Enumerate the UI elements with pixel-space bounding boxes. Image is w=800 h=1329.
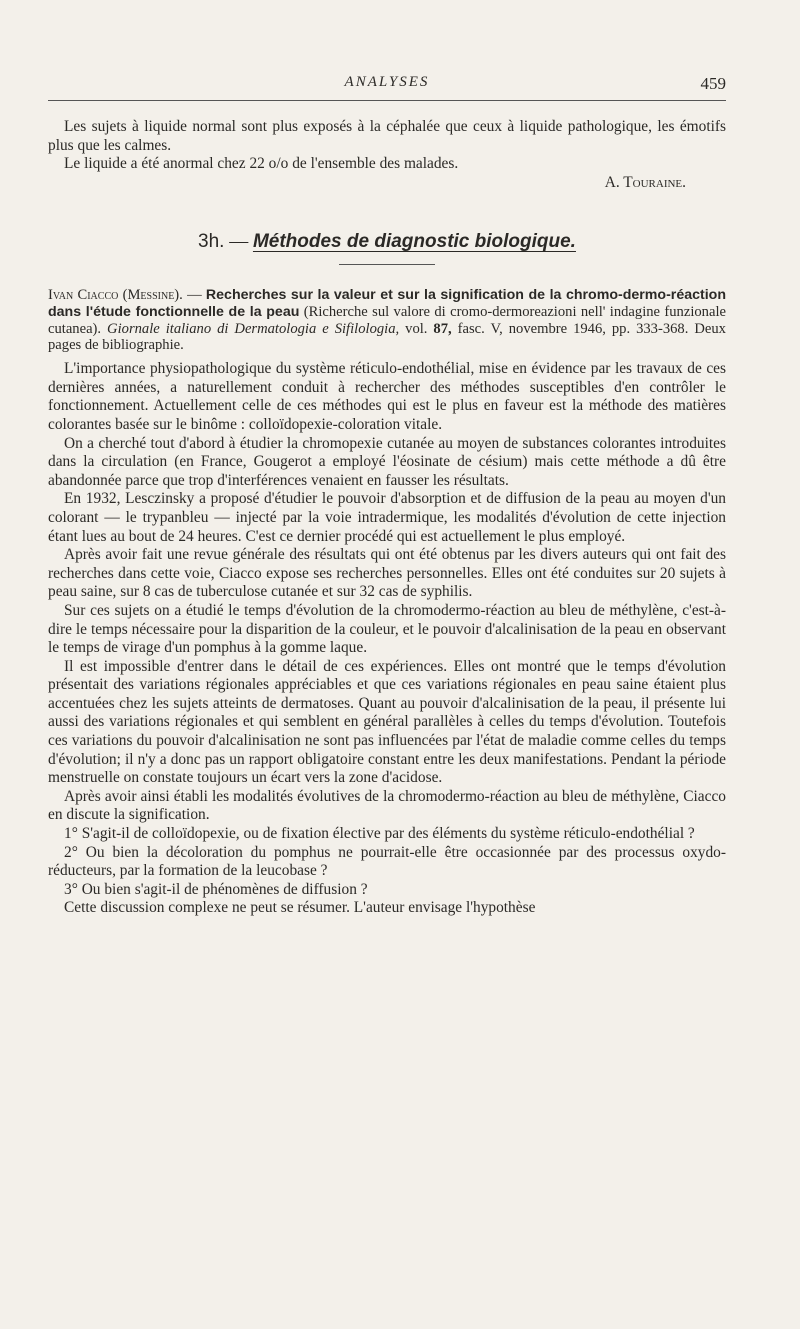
review-paragraph: En 1932, Lesczinsky a proposé d'étudier le pouvoir d'absorption et de diffusion de la peau au moyen d'un colorant — le trypanbleu — injecté par la voie intradermique, les modalités d'évolution de cette injection étant lues au bout de 24 heures. C'est ce dernier procédé qui est actuellement le plus employé.: [48, 490, 726, 545]
review-paragraph: Après avoir ainsi établi les modalités évolutives de la chromodermo-réaction au bleu de méthylène, Ciacco en discute la signification.: [48, 787, 726, 824]
running-title: ANALYSES: [344, 74, 430, 90]
page-number: 459: [700, 74, 726, 93]
review-paragraph: On a cherché tout d'abord à étudier la chromopexie cutanée au moyen de substances colorantes introduites dans la circulation (en France, Gougerot a employé l'éosinate de césium) mais cette méthode a dû être abandonnée parce que trop d'interférences venaient en fausser les résultats.: [48, 434, 726, 489]
reference-volume-number: 87,: [433, 320, 452, 337]
section-title: Méthodes de diagnostic biologique.: [252, 231, 576, 252]
review-paragraph: Sur ces sujets on a étudié le temps d'évolution de la chromodermo-réaction au bleu de méthylène, c'est-à-dire le temps nécessaire pour la disparition de la couleur, et le pouvoir d'alcalinisation de la peau en observant le temps de virage d'un pomphus à la gomme laque.: [48, 601, 726, 657]
review-paragraph: Cette discussion complexe ne peut se résumer. L'auteur envisage l'hypothèse: [64, 899, 536, 917]
intro-paragraph: Le liquide a été anormal chez 22 o/o de l'ensemble des malades.: [64, 155, 459, 172]
intro-paragraph: Les sujets à liquide normal sont plus exposés à la céphalée que ceux à liquide pathologique, les émotifs plus que les calmes.: [48, 118, 726, 154]
reference-journal: Giornale italiano di Dermatologia e Sifilologia,: [107, 320, 400, 337]
section-heading: [48, 230, 726, 254]
review-question: 3° Ou bien s'agit-il de phénomènes de diffusion ?: [64, 880, 368, 898]
running-head: [48, 74, 726, 100]
section-rule: [339, 264, 435, 265]
review-paragraph: Il est impossible d'entrer dans le détail de ces expériences. Elles ont montré que le temps d'évolution présentait des variations régionales appréciables et que ces variations régionales en peau saine étaient plus accentuées chez les sujets atteints de dermatoses. Quant au pouvoir d'alcalinisation de la peau, il présente lui aussi des variations régionales et qui semblent en général parallèles à celles du temps d'évolution. Toutefois ces variations du pouvoir d'alcalinisation ne sont pas influencées par l'état de maladie comme celles du temps d'évolution; il n'y a donc pas un rapport obligatoire constant entre les deux manifestations. Pendant la période menstruelle on constate toujours un écart vers la zone d'acidose.: [48, 657, 726, 787]
reference-dash: —: [187, 287, 202, 303]
section-dash: —: [229, 231, 249, 252]
review-question: 1° S'agit-il de colloïdopexie, ou de fixation élective par des éléments du système réticulo-endothélial ?: [64, 825, 695, 843]
section-code: 3h.: [198, 231, 225, 252]
reference-title: Recherches sur la valeur et sur la signification de la chromo-dermo-réaction dans l'étude fonctionnelle de la peau: [48, 287, 726, 320]
reference-original-title: (Richerche sul valore di cromo-dermoreazioni nell' indagine funzionale cutanea).: [48, 303, 726, 337]
journal-page: [48, 0, 726, 1329]
review-paragraph: L'importance physiopathologique du système réticulo-endothélial, mise en évidence par les travaux de ces dernières années, a naturellement conduit à rechercher des méthodes susceptibles d'en contrôler le fonctionnement. Actuellement celle de ces méthodes qui est le plus en faveur est la méthode des matières colorantes basée sur le binôme : colloïdopexie-coloration vitale.: [48, 360, 726, 433]
reference-details: fasc. V, novembre 1946, pp. 333-368. Deux pages de bibliographie.: [48, 320, 726, 354]
reviewer-signature: A. Touraine.: [604, 173, 686, 191]
reference-volume-label: vol.: [405, 320, 428, 337]
header-rule: [48, 100, 726, 101]
review-text: [48, 360, 726, 918]
reference-author: Ivan Ciacco (Messine).: [48, 287, 183, 303]
review-paragraph: Après avoir fait une revue générale des résultats qui ont été obtenus par les divers auteurs qui ont fait des recherches dans cette voie, Ciacco expose ses recherches personnelles. Elles ont été conduites sur 20 sujets à peau saine, sur 8 cas de tuberculose cutanée et sur 32 cas de syphilis.: [48, 546, 726, 601]
page-body: [48, 118, 726, 918]
reference-entry: [48, 287, 726, 354]
review-question: 2° Ou bien la décoloration du pomphus ne pourrait-elle être occasionnée par des processus oxydo-réducteurs, par la formation de la leucobase ?: [48, 843, 726, 880]
